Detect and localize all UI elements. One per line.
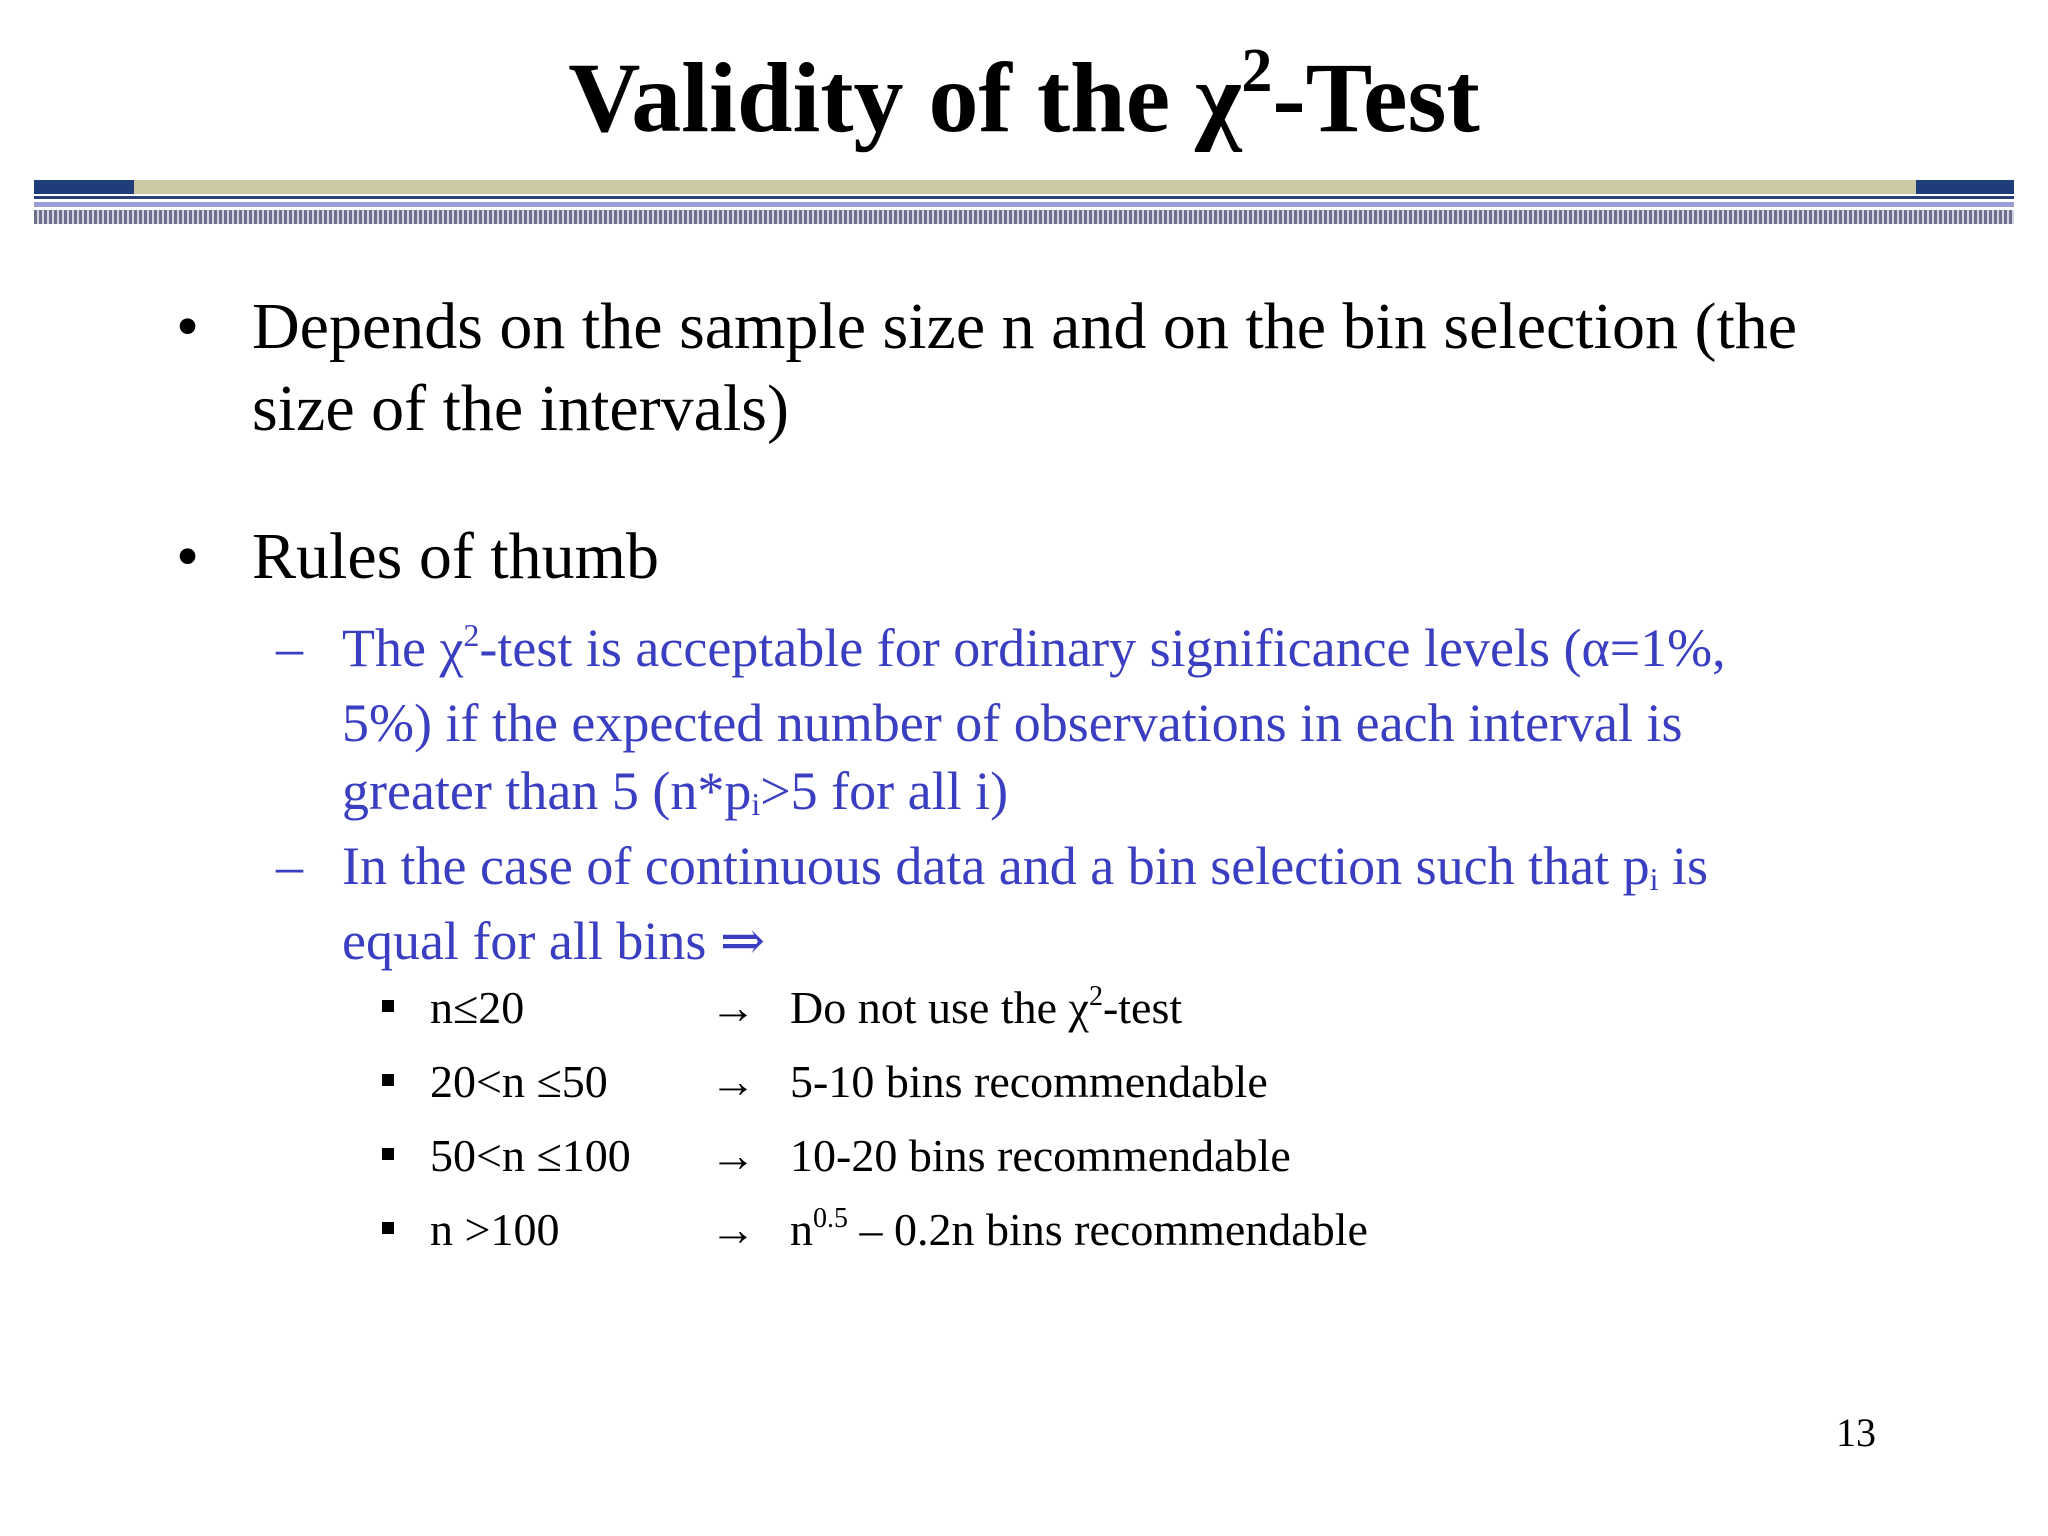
bullet-rules-of-thumb	[176, 516, 659, 598]
superscript: 0.5	[813, 1203, 848, 1234]
sub-bullet-text-line: equal for all bins ⇒	[342, 911, 766, 971]
square-bullet-icon	[382, 1074, 394, 1086]
text-fragment: is	[1658, 836, 1709, 896]
rule-condition: n >100	[430, 1204, 560, 1255]
sub-bullet-text-line: 5%) if the expected number of observations in each interval is	[342, 693, 1683, 753]
text-fragment: In the case of continuous data and a bin selection such that p	[342, 836, 1650, 896]
sub-bullet-continuous-data	[276, 832, 1709, 975]
title-superscript: 2	[1241, 37, 1273, 105]
rule-result	[790, 1200, 1368, 1267]
header-bar-left-accent	[34, 180, 134, 194]
square-bullet-icon	[382, 1148, 394, 1160]
bullet-text-line: Rules of thumb	[252, 520, 659, 593]
bullet-marker: •	[176, 290, 200, 363]
rule-row	[430, 1126, 1630, 1186]
title-suffix: -Test	[1272, 42, 1480, 153]
header-rule-lavender	[34, 202, 2014, 207]
superscript: 2	[1088, 981, 1103, 1012]
right-arrow-icon: →	[710, 1130, 756, 1181]
text-fragment: 5-10 bins recommendable	[790, 1056, 1268, 1107]
rule-condition: 20<n ≤50	[430, 1056, 608, 1107]
rule-row	[430, 1052, 1630, 1112]
rule-row	[430, 1200, 1630, 1260]
text-fragment: n	[790, 1204, 813, 1255]
text-fragment: greater than 5 (n*p	[342, 761, 752, 821]
rule-condition: n≤20	[430, 982, 525, 1033]
rule-condition: 50<n ≤100	[430, 1130, 631, 1181]
superscript: 2	[463, 617, 480, 653]
subscript: i	[1649, 861, 1659, 897]
bullet-sample-size	[176, 286, 1798, 450]
header-rule-thin	[34, 196, 2014, 199]
square-bullet-icon	[382, 1222, 394, 1234]
text-fragment: 10-20 bins recommendable	[790, 1130, 1291, 1181]
right-arrow-icon: →	[710, 1204, 756, 1255]
square-bullet-icon	[382, 1000, 394, 1012]
right-arrow-icon: →	[710, 982, 756, 1033]
sub-bullet-acceptable	[276, 614, 1726, 832]
text-fragment: -test	[1102, 982, 1183, 1033]
text-fragment: >5 for all i)	[760, 761, 1009, 821]
right-arrow-icon: →	[710, 1056, 756, 1107]
bullet-text-line: Depends on the sample size n and on the bin selection (the	[252, 290, 1798, 363]
header-bar-right-accent	[1916, 180, 2014, 194]
text-fragment: Do not use the χ	[790, 982, 1089, 1033]
sub-bullet-marker: –	[276, 836, 303, 896]
text-fragment: – 0.2n bins recommendable	[848, 1204, 1368, 1255]
header-bar-main	[134, 180, 1916, 194]
sub-bullet-marker: –	[276, 618, 303, 678]
bullet-text-line: size of the intervals)	[252, 372, 789, 445]
sub-bullet-text-line	[342, 757, 1726, 832]
rule-result	[790, 1052, 1268, 1112]
bullet-marker: •	[176, 520, 200, 593]
rule-result	[790, 1126, 1291, 1186]
subscript: i	[751, 786, 761, 822]
sub-bullet-text-line	[342, 832, 1708, 907]
rule-row	[430, 978, 1630, 1038]
page-number: 13	[1836, 1410, 1876, 1455]
header-rule-hatched	[34, 210, 2014, 224]
slide-title	[0, 38, 2048, 171]
sub-bullet-text-line	[342, 614, 1726, 689]
text-fragment: The χ	[342, 618, 464, 678]
rule-result	[790, 978, 1182, 1045]
title-text: Validity of the χ	[568, 42, 1242, 153]
text-fragment: -test is acceptable for ordinary significance levels (α=1%,	[479, 618, 1726, 678]
